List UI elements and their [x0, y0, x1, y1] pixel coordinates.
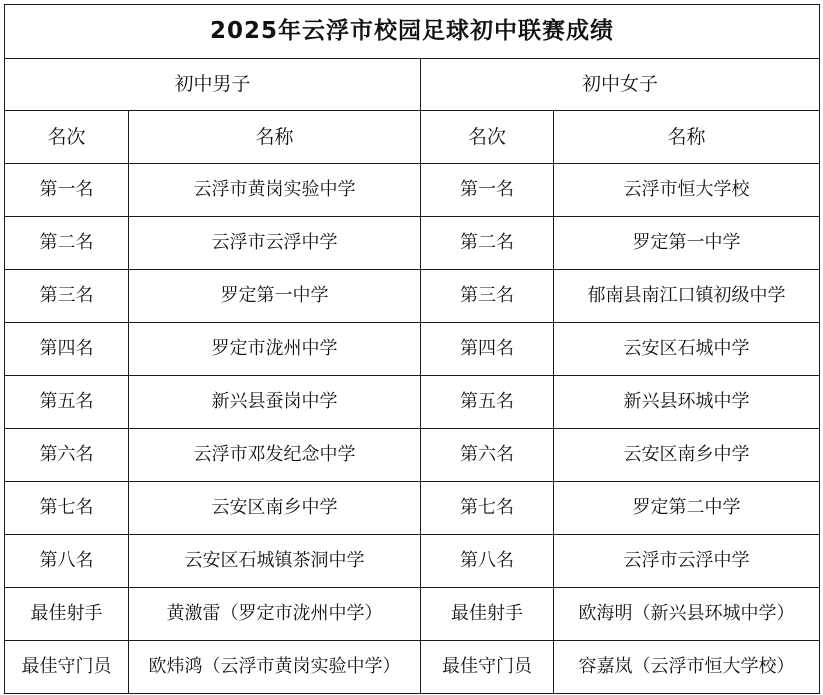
table-row [5, 270, 820, 323]
rank-cell: 第六名 [421, 429, 554, 482]
boys-team-cell: 云浮市云浮中学 [129, 217, 421, 270]
table-row [5, 217, 820, 270]
girls-team-cell: 新兴县环城中学 [554, 376, 820, 429]
column-header-name-girls: 名称 [554, 111, 820, 164]
rank-cell: 最佳守门员 [421, 641, 554, 694]
boys-award-cell: 黄激雷（罗定市泷州中学） [129, 588, 421, 641]
girls-team-cell: 郁南县南江口镇初级中学 [554, 270, 820, 323]
boys-team-cell: 云安区石城镇茶洞中学 [129, 535, 421, 588]
table-row [5, 482, 820, 535]
rank-cell: 最佳射手 [5, 588, 129, 641]
rank-cell: 第八名 [5, 535, 129, 588]
rank-cell: 第一名 [5, 164, 129, 217]
table-row [5, 323, 820, 376]
boys-team-cell: 云安区南乡中学 [129, 482, 421, 535]
boys-team-cell: 罗定第一中学 [129, 270, 421, 323]
group-header-boys: 初中男子 [5, 59, 421, 111]
rank-cell: 第三名 [5, 270, 129, 323]
table-row [5, 588, 820, 641]
rank-cell: 第七名 [5, 482, 129, 535]
boys-team-cell: 新兴县蚕岗中学 [129, 376, 421, 429]
table-row [5, 376, 820, 429]
table-row [5, 535, 820, 588]
boys-award-cell: 欧炜鸿（云浮市黄岗实验中学） [129, 641, 421, 694]
column-header-rank-girls: 名次 [421, 111, 554, 164]
boys-team-cell: 罗定市泷州中学 [129, 323, 421, 376]
rank-cell: 第八名 [421, 535, 554, 588]
rank-cell: 第四名 [5, 323, 129, 376]
table-row [5, 164, 820, 217]
girls-award-cell: 容嘉岚（云浮市恒大学校） [554, 641, 820, 694]
girls-team-cell: 云浮市恒大学校 [554, 164, 820, 217]
boys-team-cell: 云浮市黄岗实验中学 [129, 164, 421, 217]
table-title: 2025年云浮市校园足球初中联赛成绩 [5, 5, 820, 59]
table-row [5, 641, 820, 694]
title-row [5, 5, 820, 59]
girls-team-cell: 罗定第一中学 [554, 217, 820, 270]
group-header-row [5, 59, 820, 111]
rank-cell: 第二名 [5, 217, 129, 270]
rank-cell: 最佳守门员 [5, 641, 129, 694]
column-header-row [5, 111, 820, 164]
column-header-name-boys: 名称 [129, 111, 421, 164]
rank-cell: 第七名 [421, 482, 554, 535]
girls-team-cell: 云安区石城中学 [554, 323, 820, 376]
girls-team-cell: 云浮市云浮中学 [554, 535, 820, 588]
boys-team-cell: 云浮市邓发纪念中学 [129, 429, 421, 482]
rank-cell: 第四名 [421, 323, 554, 376]
rank-cell: 第六名 [5, 429, 129, 482]
results-table [4, 4, 820, 694]
rank-cell: 第三名 [421, 270, 554, 323]
table-row [5, 429, 820, 482]
rank-cell: 第一名 [421, 164, 554, 217]
girls-team-cell: 罗定第二中学 [554, 482, 820, 535]
girls-team-cell: 云安区南乡中学 [554, 429, 820, 482]
column-header-rank-boys: 名次 [5, 111, 129, 164]
rank-cell: 第五名 [421, 376, 554, 429]
girls-award-cell: 欧海明（新兴县环城中学） [554, 588, 820, 641]
group-header-girls: 初中女子 [421, 59, 820, 111]
rank-cell: 第二名 [421, 217, 554, 270]
rank-cell: 第五名 [5, 376, 129, 429]
rank-cell: 最佳射手 [421, 588, 554, 641]
